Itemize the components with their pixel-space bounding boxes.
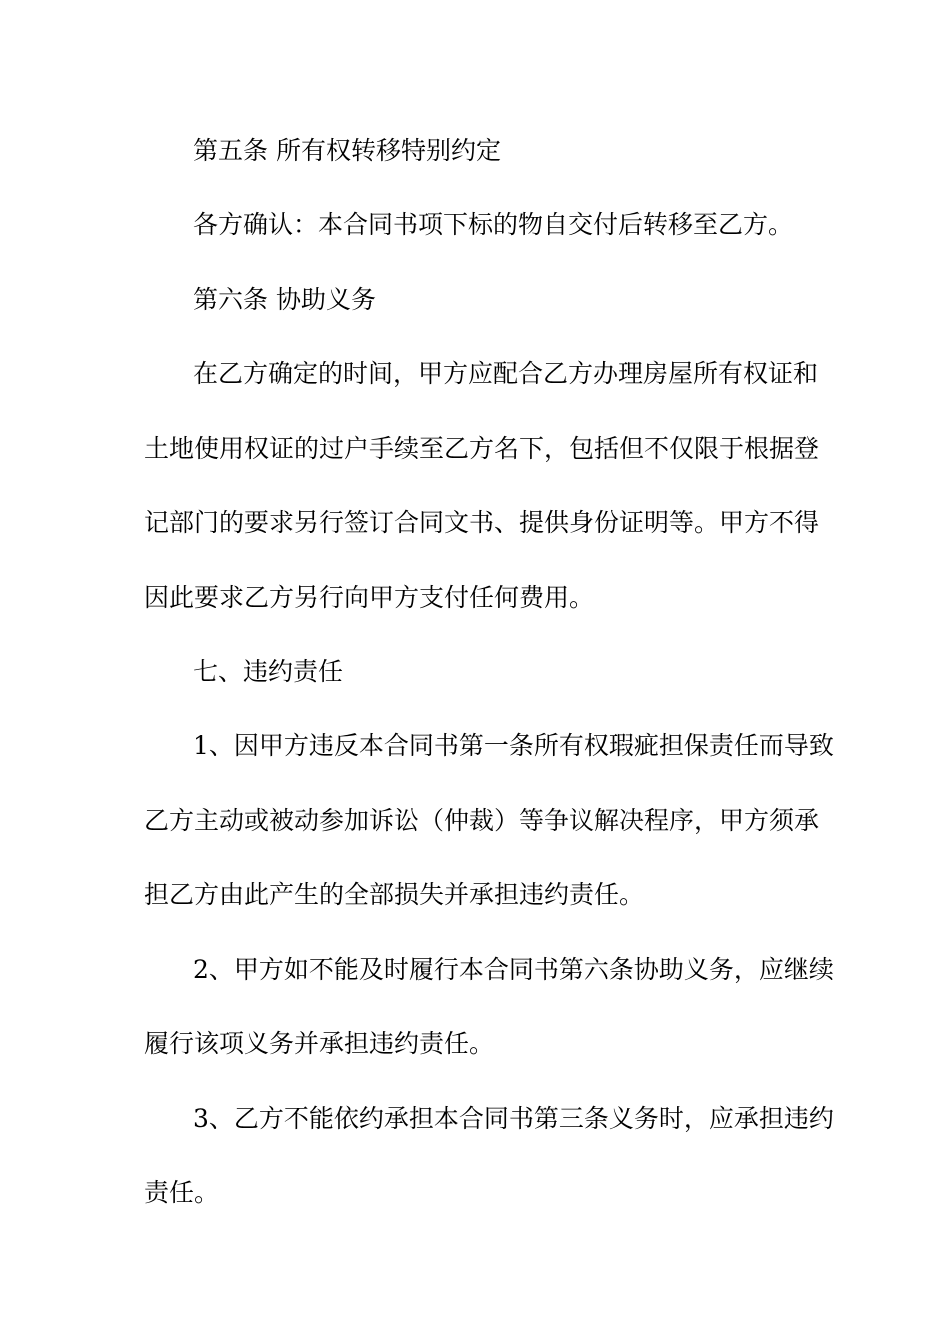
section-7-heading: 七、违约责任 xyxy=(193,657,344,686)
clause-2-line-1: 2、甲方如不能及时履行本合同书第六条协助义务，应继续 xyxy=(193,955,834,984)
article-6-text-line-2: 土地使用权证的过户手续至乙方名下，包括但不仅限于根据登 xyxy=(144,434,820,463)
article-6-text-line-4: 因此要求乙方另行向甲方支付任何费用。 xyxy=(144,583,595,612)
clause-3-line-1: 3、乙方不能依约承担本合同书第三条义务时，应承担违约 xyxy=(193,1104,834,1133)
article-6-text-line-1: 在乙方确定的时间，甲方应配合乙方办理房屋所有权证和 xyxy=(193,359,819,388)
clause-1-line-2: 乙方主动或被动参加诉讼（仲裁）等争议解决程序，甲方须承 xyxy=(144,806,820,835)
clause-2-line-2: 履行该项义务并承担违约责任。 xyxy=(144,1029,495,1058)
article-6-heading: 第六条 协助义务 xyxy=(193,285,376,314)
article-6-text-line-3: 记部门的要求另行签订合同文书、提供身份证明等。甲方不得 xyxy=(144,508,820,537)
article-5-heading: 第五条 所有权转移特别约定 xyxy=(193,136,501,165)
clause-1-line-3: 担乙方由此产生的全部损失并承担违约责任。 xyxy=(144,880,645,909)
article-5-text: 各方确认：本合同书项下标的物自交付后转移至乙方。 xyxy=(193,210,794,239)
clause-3-line-2: 责任。 xyxy=(144,1178,220,1207)
clause-1-line-1: 1、因甲方违反本合同书第一条所有权瑕疵担保责任而导致 xyxy=(193,731,834,760)
